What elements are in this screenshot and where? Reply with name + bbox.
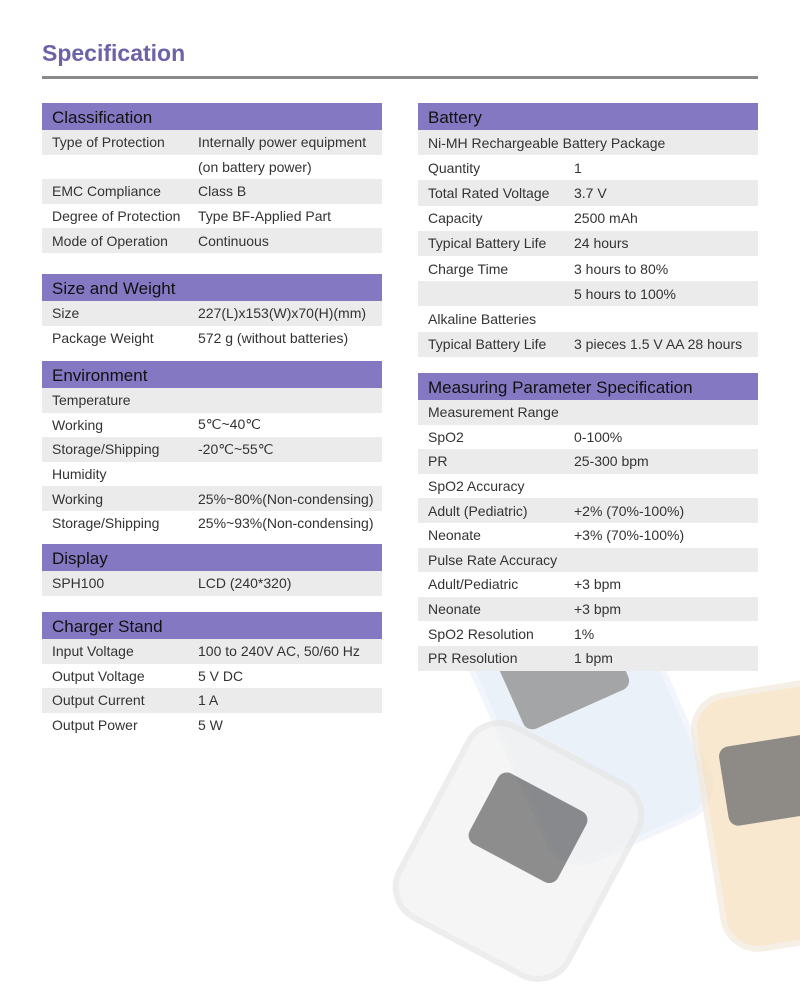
spec-label: Output Power	[52, 717, 138, 734]
section-header: Battery	[418, 103, 758, 130]
page-title: Specification	[42, 40, 186, 66]
spec-row	[418, 621, 758, 646]
spec-label: Storage/Shipping	[52, 515, 160, 532]
spec-label: SpO2	[428, 428, 464, 445]
spec-label: Input Voltage	[52, 643, 134, 660]
spec-value: 5 W	[198, 717, 223, 734]
spec-value: 227(L)x153(W)x70(H)(mm)	[198, 305, 367, 322]
spec-value: Internally power equipment	[198, 134, 367, 151]
spec-row	[418, 306, 758, 331]
spec-label: Working	[52, 416, 104, 433]
spec-row	[418, 180, 758, 205]
spec-label: Neonate	[428, 601, 481, 618]
spec-value: 5 hours to 100%	[574, 285, 676, 302]
spec-row	[418, 597, 758, 622]
spec-row	[418, 425, 758, 450]
spec-row	[418, 474, 758, 499]
spec-label: Size	[52, 305, 80, 322]
spec-value: +3 bpm	[574, 576, 622, 593]
spec-rows	[42, 301, 382, 350]
spec-value: Continuous	[198, 232, 269, 249]
spec-value: Type BF-Applied Part	[198, 208, 332, 225]
spec-value: 1%	[574, 625, 595, 642]
spec-label: Mode of Operation	[52, 232, 168, 249]
spec-rows	[418, 400, 758, 671]
spec-row	[418, 498, 758, 523]
spec-label: SpO2 Accuracy	[428, 478, 525, 495]
spec-rows	[42, 130, 382, 253]
section-display	[42, 544, 382, 596]
spec-row	[42, 437, 382, 462]
section-header: Display	[42, 544, 382, 571]
section-charger-stand	[42, 612, 382, 737]
spec-row	[418, 548, 758, 573]
spec-row	[42, 486, 382, 511]
spec-label: Pulse Rate Accuracy	[428, 551, 558, 568]
spec-value: 25-300 bpm	[574, 453, 649, 470]
spec-rows	[418, 130, 758, 357]
spec-value: 1	[574, 159, 582, 176]
spec-label: Neonate	[428, 527, 481, 544]
spec-row	[418, 400, 758, 425]
spec-row	[42, 326, 382, 351]
spec-value: 3.7 V	[574, 184, 607, 201]
spec-value: +2% (70%-100%)	[574, 502, 685, 519]
spec-rows	[42, 388, 382, 536]
spec-label: Degree of Protection	[52, 208, 181, 225]
spec-value: 1 A	[198, 692, 219, 709]
spec-row	[42, 204, 382, 229]
spec-value: 100 to 240V AC, 50/60 Hz	[198, 643, 360, 660]
spec-label: Output Voltage	[52, 667, 145, 684]
spec-row	[418, 332, 758, 357]
spec-label: Typical Battery Life	[428, 235, 547, 252]
spec-row	[42, 130, 382, 155]
spec-label: PR	[428, 453, 448, 470]
spec-row	[418, 572, 758, 597]
spec-label: Ni-MH Rechargeable Battery Package	[428, 134, 666, 151]
spec-row	[42, 713, 382, 738]
spec-row	[42, 155, 382, 180]
spec-label: Quantity	[428, 159, 481, 176]
spec-value: 5 V DC	[198, 667, 244, 684]
spec-row	[418, 256, 758, 281]
spec-label: Typical Battery Life	[428, 336, 547, 353]
spec-row	[418, 449, 758, 474]
spec-value: 572 g (without batteries)	[198, 329, 349, 346]
spec-row	[42, 688, 382, 713]
spec-label: SPH100	[52, 575, 105, 592]
spec-value: 5℃~40℃	[198, 416, 261, 433]
spec-value: 1 bpm	[574, 650, 613, 667]
spec-row	[418, 281, 758, 306]
spec-label: Adult/Pediatric	[428, 576, 519, 593]
spec-label: Adult (Pediatric)	[428, 502, 528, 519]
section-header: Charger Stand	[42, 612, 382, 639]
section-header: Measuring Parameter Specification	[418, 373, 758, 400]
spec-row	[42, 511, 382, 536]
spec-value: 25%~93%(Non-condensing)	[198, 515, 374, 532]
spec-value: LCD (240*320)	[198, 575, 292, 592]
spec-value: 24 hours	[574, 235, 629, 252]
spec-label: Measurement Range	[428, 404, 559, 421]
section-classification	[42, 103, 382, 253]
spec-label: Package Weight	[52, 329, 154, 346]
spec-value: 3 hours to 80%	[574, 260, 669, 277]
spec-row	[418, 231, 758, 256]
spec-row	[418, 646, 758, 671]
spec-label: Humidity	[52, 466, 107, 483]
spec-label: PR Resolution	[428, 650, 518, 667]
spec-row	[42, 179, 382, 204]
section-size-weight	[42, 274, 382, 350]
spec-row	[42, 413, 382, 438]
spec-row	[42, 639, 382, 664]
spec-value: -20℃~55℃	[198, 440, 274, 457]
spec-label: EMC Compliance	[52, 183, 161, 200]
spec-value: +3% (70%-100%)	[574, 527, 685, 544]
spec-label: Charge Time	[428, 260, 509, 277]
section-header: Size and Weight	[42, 274, 382, 301]
spec-row	[418, 155, 758, 180]
section-header: Classification	[42, 103, 382, 130]
spec-value: Class B	[198, 183, 247, 200]
spec-label: Type of Protection	[52, 134, 165, 151]
spec-rows	[42, 571, 382, 596]
spec-label: Storage/Shipping	[52, 441, 160, 458]
spec-value: 2500 mAh	[574, 210, 638, 227]
section-battery	[418, 103, 758, 357]
spec-label: Working	[52, 490, 104, 507]
spec-row	[418, 130, 758, 155]
spec-label: SpO2 Resolution	[428, 625, 534, 642]
spec-value: 25%~80%(Non-condensing)	[198, 490, 374, 507]
spec-value: +3 bpm	[574, 601, 622, 618]
spec-label: Temperature	[52, 392, 131, 409]
spec-row	[418, 206, 758, 231]
spec-row	[42, 301, 382, 326]
title-divider	[42, 76, 758, 79]
spec-value: (on battery power)	[198, 158, 312, 175]
device-image-orange	[685, 675, 800, 958]
spec-label: Output Current	[52, 692, 145, 709]
spec-label: Alkaline Batteries	[428, 310, 537, 327]
section-environment	[42, 361, 382, 536]
spec-row	[42, 571, 382, 596]
spec-row	[42, 228, 382, 253]
spec-row	[418, 523, 758, 548]
spec-row	[42, 462, 382, 487]
spec-row	[42, 388, 382, 413]
spec-value: 0-100%	[574, 428, 623, 445]
spec-label: Total Rated Voltage	[428, 184, 550, 201]
section-header: Environment	[42, 361, 382, 388]
spec-rows	[42, 639, 382, 737]
section-measuring-parameter	[418, 373, 758, 671]
spec-label: Capacity	[428, 210, 483, 227]
spec-row	[42, 664, 382, 689]
spec-value: 3 pieces 1.5 V AA 28 hours	[574, 336, 743, 353]
